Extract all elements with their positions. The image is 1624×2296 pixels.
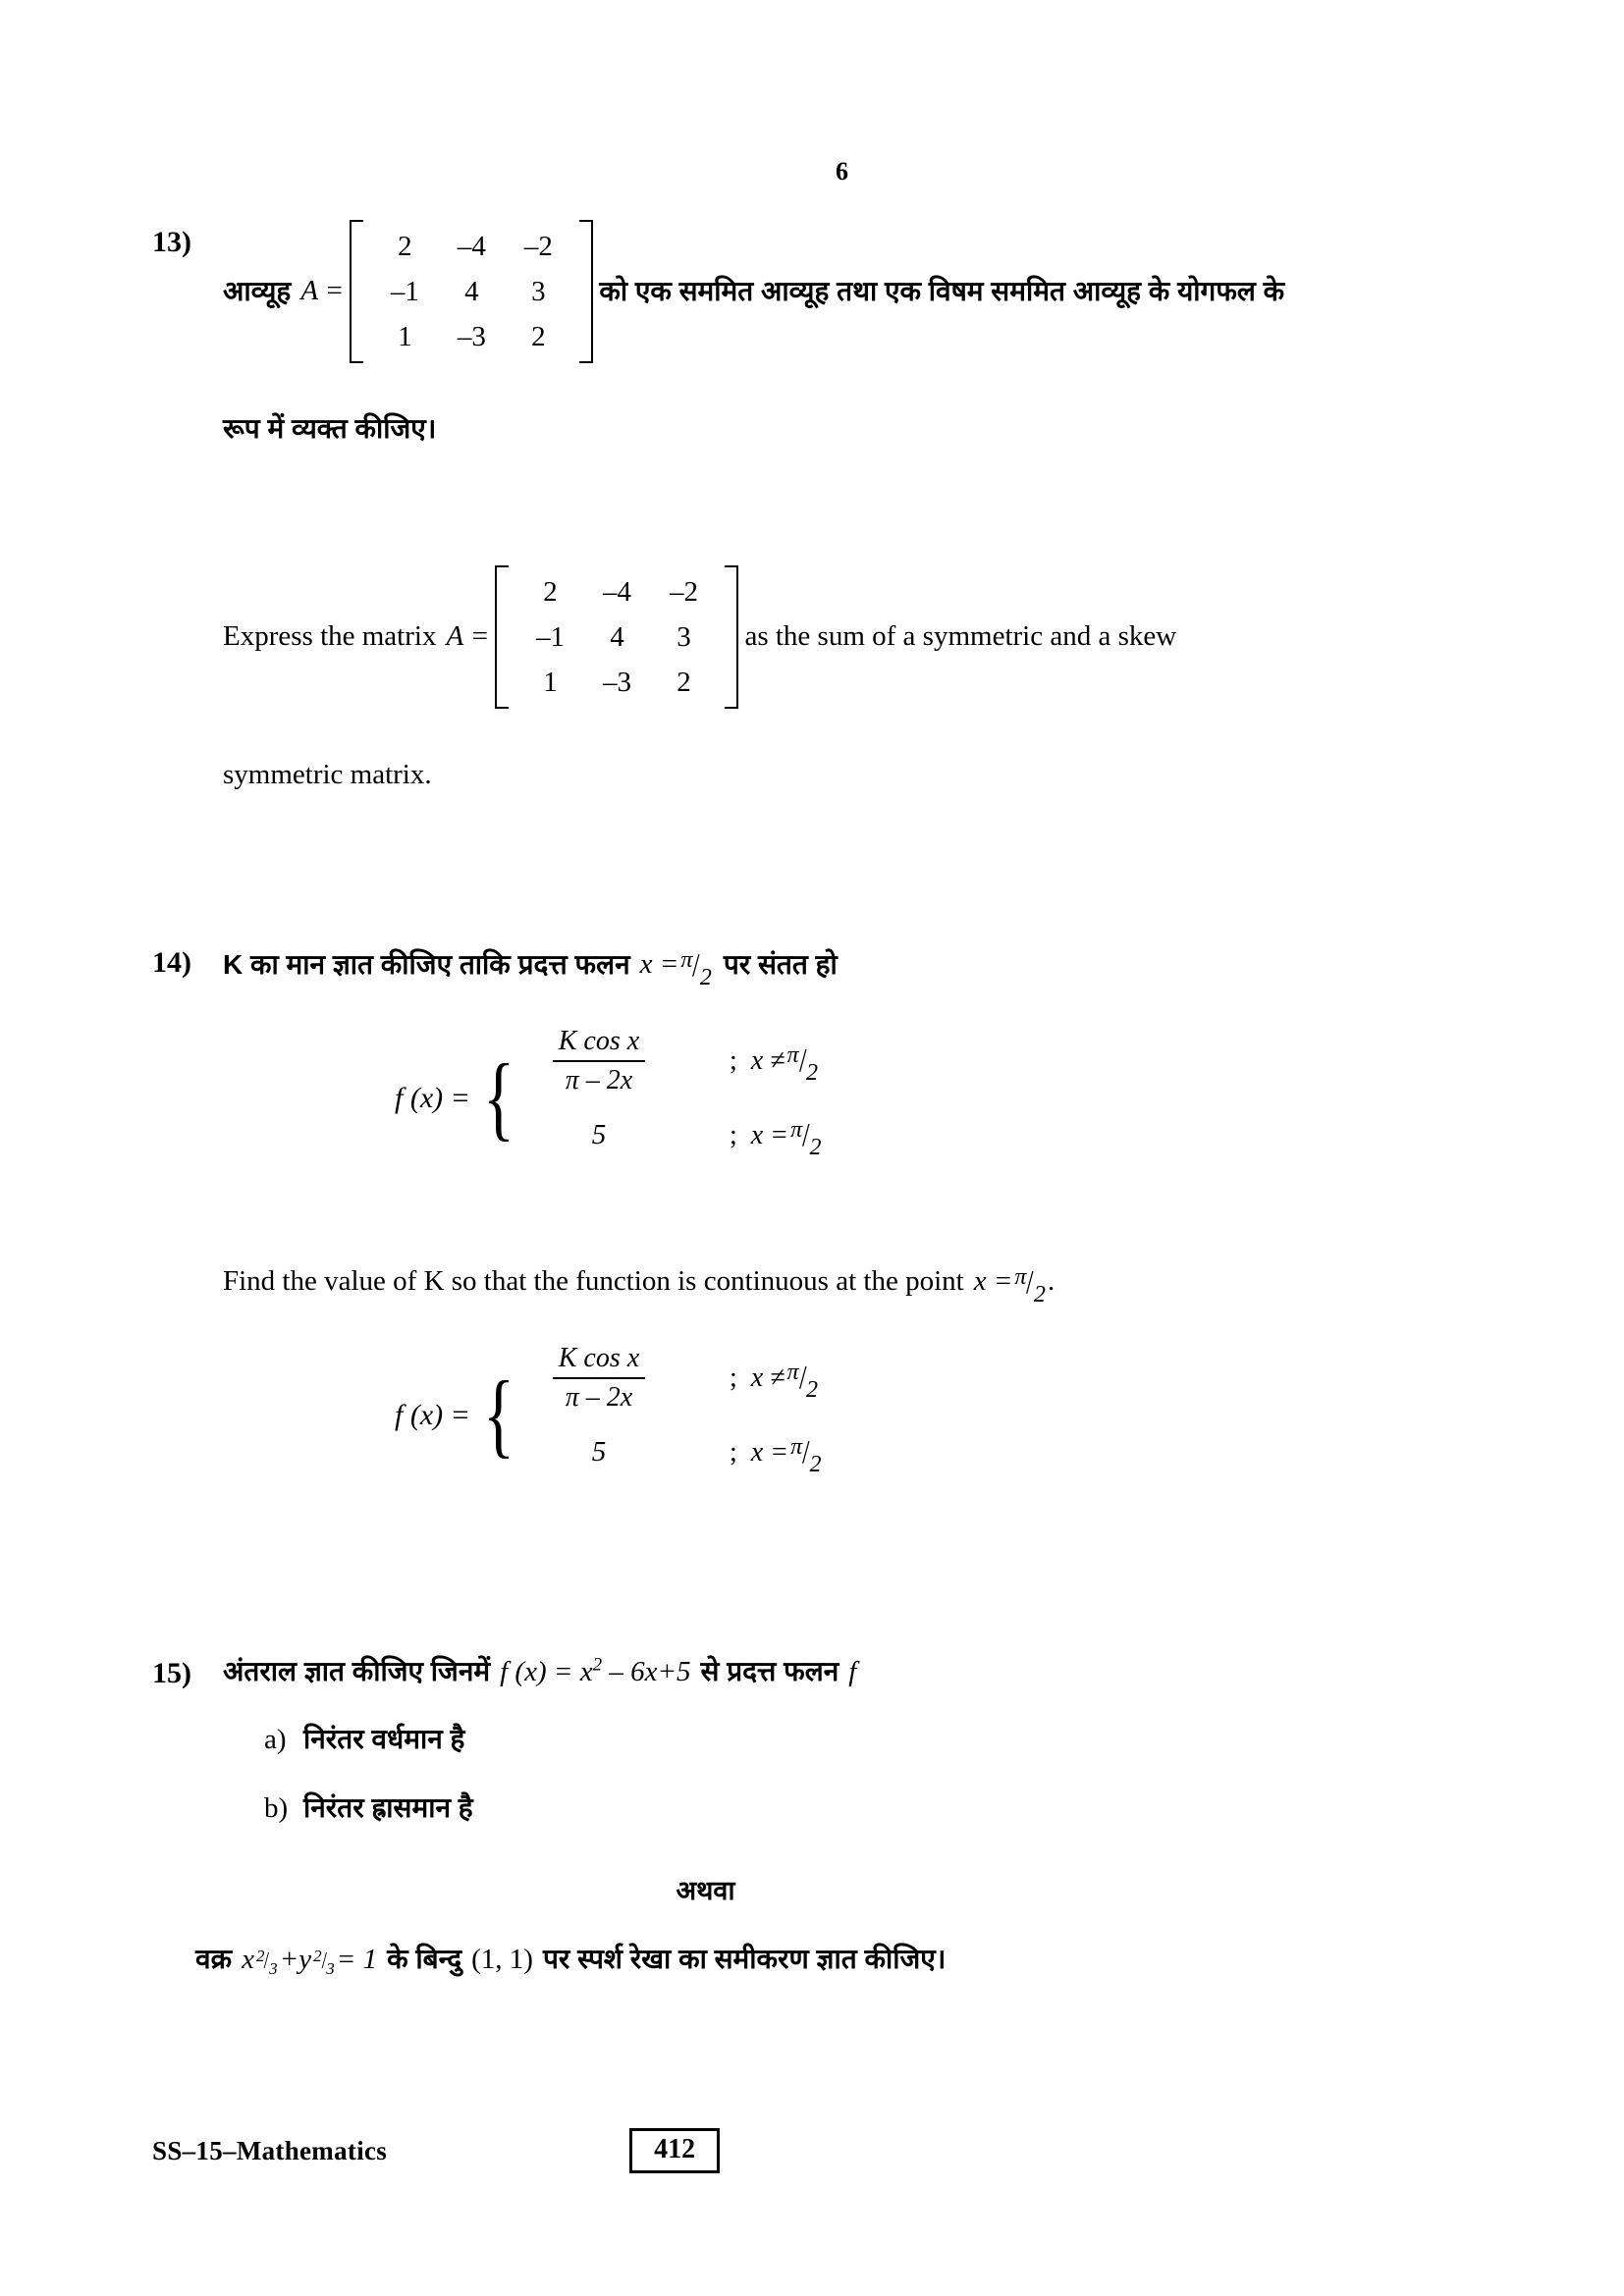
spacer (152, 797, 1473, 913)
pi-over-two (787, 1036, 818, 1086)
subitem-letter: a) (264, 1724, 287, 1756)
fx-rest: – 6x+5 (609, 1655, 691, 1687)
pi-over-two (790, 1110, 821, 1160)
matrix-cell: –2 (523, 231, 553, 262)
piecewise-condition (730, 1427, 824, 1477)
q13-eng-matrix-label: A = (446, 620, 490, 653)
question-13-english-line1 (223, 565, 1473, 709)
spacer (223, 1911, 1473, 1939)
question-13-body (223, 220, 1473, 797)
slash-symbol: / (264, 1948, 270, 1974)
matrix-cell: –1 (390, 276, 419, 308)
pi-symbol: π (680, 946, 693, 973)
question-15-body (195, 1651, 1473, 1982)
denominator-three: 3 (326, 1958, 335, 1978)
question-13-number: 13) (152, 226, 191, 258)
piecewise-expression: 5 (591, 1118, 607, 1150)
slash-symbol: / (798, 1360, 807, 1397)
fraction (553, 1025, 645, 1096)
matrix-cell: 2 (677, 667, 691, 699)
spacer (223, 450, 1473, 565)
question-13-hindi-line1 (223, 220, 1473, 363)
q13-hindi-prefix: आव्यूह (223, 276, 292, 307)
q13-hindi-matrix-label: A = (300, 275, 345, 307)
matrix-cell: –4 (457, 231, 486, 262)
piecewise-condition (730, 1036, 820, 1086)
question-14-hindi-line (223, 940, 1473, 990)
question-14-number: 14) (152, 945, 191, 979)
condition-variable: x ≠ (750, 1362, 785, 1393)
q13-eng-suffix: as the sum of a symmetric and a skew (744, 620, 1177, 653)
matrix-cell: –2 (669, 576, 698, 609)
slash-symbol: / (692, 946, 700, 984)
alt-middle: के बिन्दु (387, 1944, 462, 1975)
q14-eng-x-equals: x = (973, 1265, 1013, 1298)
page-content (152, 157, 1473, 1981)
slash-symbol: / (802, 1434, 810, 1471)
denominator-two: 2 (699, 964, 712, 990)
footer-subject-code: SS–15–Mathematics (152, 2135, 388, 2165)
slash-symbol: / (321, 1948, 327, 1974)
fx-label: f (x) = (395, 1399, 470, 1432)
fx-label: f (x) = (395, 1082, 470, 1115)
pi-symbol: π (790, 1434, 803, 1461)
condition-variable: x ≠ (750, 1044, 785, 1076)
numerator-two: 2 (313, 1946, 322, 1965)
spacer (223, 363, 1473, 408)
q14-hindi-suffix: पर संतत हो (723, 949, 838, 981)
matrix-cell: 2 (398, 231, 412, 262)
subitem-text: निरंतर वर्धमान है (303, 1724, 465, 1755)
alt-x-term (242, 1939, 280, 1982)
q14-eng-period: . (1047, 1265, 1056, 1298)
piecewise-row (525, 1341, 824, 1415)
fraction-denominator: π – 2x (565, 1064, 633, 1095)
slash-symbol: / (802, 1117, 810, 1154)
fx-base: f (x) = x (500, 1655, 593, 1687)
q14-eng-prefix: Find the value of K so that the function is continuous at the point (223, 1265, 964, 1298)
spacer (152, 913, 1473, 940)
alt-point: (1, 1) (471, 1943, 533, 1975)
x-base: x (242, 1943, 254, 1975)
q13-hindi-matrix (350, 220, 593, 363)
q15-hindi-suffix: से प्रदत्त फलन (700, 1656, 839, 1687)
question-15-number: 15) (152, 1656, 191, 1689)
pi-over-two (790, 1427, 821, 1477)
denominator-two: 2 (806, 1060, 819, 1087)
fraction-denominator: π – 2x (565, 1381, 633, 1413)
q15-subitem-b (223, 1788, 1473, 1831)
pi-symbol: π (786, 1360, 799, 1386)
q15-subitem-a (223, 1719, 1473, 1762)
slash-symbol: / (798, 1042, 807, 1080)
y-base: y (298, 1943, 312, 1975)
piecewise-expression (525, 1342, 673, 1414)
question-15-hindi-line (223, 1651, 1473, 1694)
spacer (223, 709, 1473, 754)
footer-paper-number: 412 (629, 2128, 720, 2173)
pi-symbol: π (790, 1117, 803, 1144)
alt-suffix: पर स्पर्श रेखा का समीकरण ज्ञात कीजिए। (542, 1944, 947, 1975)
matrix-cell: 1 (543, 667, 558, 699)
q15-fx-expression (500, 1651, 690, 1694)
matrix-left-bracket (495, 565, 509, 709)
q14-piecewise-hindi (395, 1024, 1473, 1173)
alt-plus: + (279, 1943, 299, 1975)
denominator-two: 2 (1033, 1281, 1046, 1308)
piecewise-condition (730, 1110, 824, 1160)
piecewise-expression (525, 1025, 673, 1096)
denominator-two: 2 (806, 1377, 819, 1404)
matrix-right-bracket (579, 220, 593, 363)
question-14 (152, 940, 1473, 1490)
q13-hindi-line2: रूप में व्यक्त कीजिए। (223, 413, 437, 445)
left-brace-icon: { (482, 1362, 515, 1468)
matrix-cell: 1 (398, 321, 412, 353)
semicolon: ; (729, 1362, 737, 1393)
pi-symbol: π (1014, 1263, 1027, 1290)
matrix-cell: 4 (610, 621, 624, 654)
left-brace-icon: { (482, 1044, 515, 1150)
q14-eng-pi-over-two (1014, 1257, 1045, 1308)
matrix-grid (363, 220, 579, 363)
matrix-cell: 3 (531, 276, 546, 308)
denominator-three: 3 (269, 1958, 278, 1978)
q13-eng-matrix (495, 565, 738, 709)
denominator-two: 2 (809, 1452, 822, 1478)
piecewise-rows (525, 1341, 824, 1490)
matrix-cell: 2 (543, 576, 558, 609)
fx-exponent: 2 (592, 1653, 603, 1675)
matrix-cell: –3 (602, 667, 631, 699)
two-thirds-fraction (313, 1944, 335, 1979)
q13-hindi-suffix: को एक सममित आव्यूह तथा एक विषम सममित आव्यूह के योगफल के (599, 276, 1285, 307)
matrix-cell: –4 (602, 576, 631, 609)
condition-variable: x = (750, 1436, 789, 1468)
matrix-cell: 3 (677, 621, 691, 654)
q14-piecewise-english (395, 1341, 1473, 1490)
question-14-body (223, 940, 1473, 1490)
matrix-grid (509, 565, 725, 709)
q14-hindi-pi-over-two (680, 940, 711, 990)
spacer (152, 1490, 1473, 1606)
q13-eng-prefix: Express the matrix (223, 620, 437, 653)
matrix-left-bracket (350, 220, 363, 363)
page-footer (152, 2128, 1473, 2173)
matrix-cell: –3 (457, 321, 486, 353)
question-15 (152, 1651, 1473, 1982)
denominator-two: 2 (809, 1135, 822, 1161)
piecewise-rows (525, 1024, 824, 1173)
condition-variable: x = (750, 1119, 789, 1150)
fraction-numerator: K cos x (553, 1342, 645, 1379)
two-thirds-fraction (256, 1944, 278, 1979)
matrix-cell: 4 (464, 276, 479, 308)
numerator-two: 2 (255, 1946, 265, 1965)
matrix-cell: –1 (535, 621, 565, 654)
q15-alternative-line (195, 1939, 1445, 1982)
q14-hindi-x-equals: x = (639, 948, 679, 981)
subitem-letter: b) (264, 1791, 289, 1824)
alt-prefix: वक्र (195, 1944, 233, 1975)
piecewise-row (525, 1024, 824, 1098)
matrix-cell: 2 (531, 321, 546, 353)
spacer (223, 1173, 1473, 1257)
semicolon: ; (729, 1044, 737, 1076)
alt-y-term (298, 1939, 337, 1982)
subitem-text: निरंतर ह्रासमान है (303, 1791, 473, 1823)
q13-eng-line2: symmetric matrix. (223, 759, 432, 791)
pi-symbol: π (786, 1042, 799, 1069)
matrix-right-bracket (725, 565, 738, 709)
piecewise-row (525, 1098, 824, 1173)
fraction (553, 1342, 645, 1414)
spacer (152, 1606, 1473, 1651)
semicolon: ; (729, 1119, 737, 1150)
question-14-english-line (223, 1257, 1473, 1308)
alt-equals: = 1 (336, 1943, 378, 1975)
q15-hindi-prefix: अंतराल ज्ञात कीजिए जिनमें (223, 1656, 491, 1687)
page-number: 6 (836, 157, 848, 186)
semicolon: ; (729, 1436, 737, 1468)
piecewise-expression: 5 (591, 1435, 607, 1468)
slash-symbol: / (1026, 1263, 1034, 1301)
pi-over-two (787, 1353, 818, 1403)
q14-hindi-prefix: K का मान ज्ञात कीजिए ताकि प्रदत्त फलन (223, 949, 630, 981)
q15-f-italic: f (848, 1655, 857, 1687)
fraction-numerator: K cos x (553, 1025, 645, 1062)
alternative-label: अथवा (676, 1876, 735, 1906)
piecewise-condition (730, 1353, 820, 1403)
piecewise-row (525, 1415, 824, 1490)
question-13 (152, 220, 1473, 797)
